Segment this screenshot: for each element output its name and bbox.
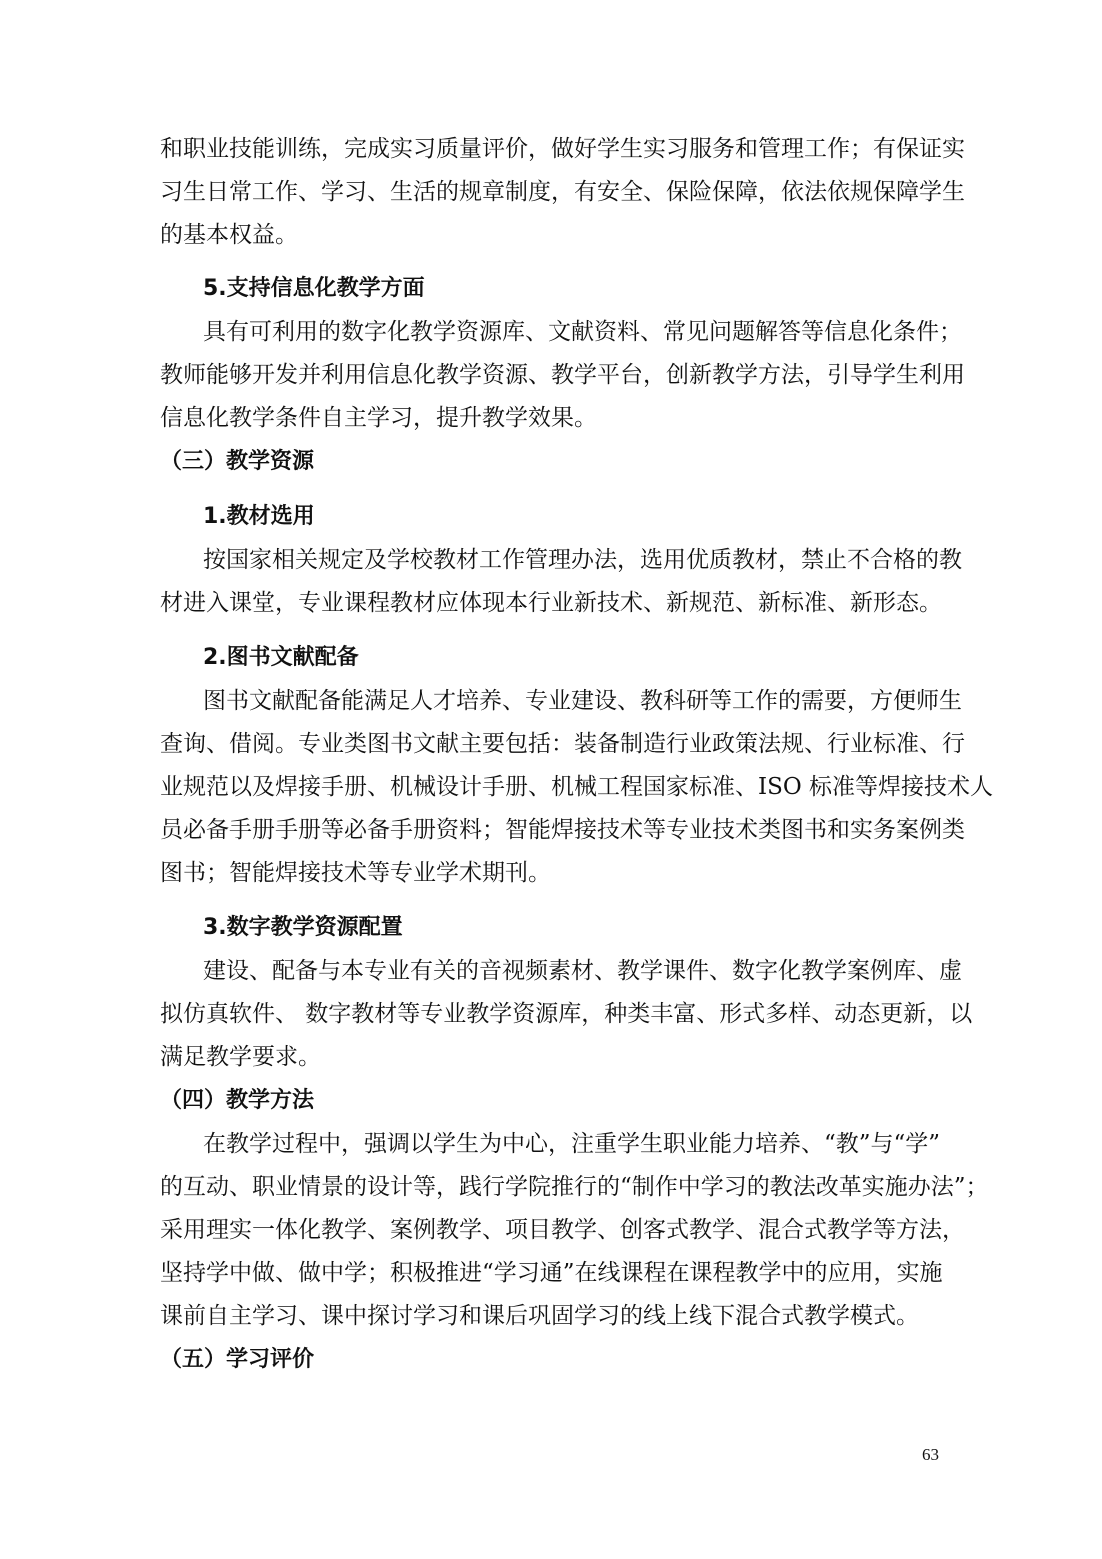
- paragraph-line: 材进入课堂，专业课程教材应体现本行业新技术、新规范、新标准、新形态。: [160, 590, 942, 616]
- paragraph-line: 的互动、职业情景的设计等，践行学院推行的“制作中学习的教法改革实施办法”；: [160, 1174, 989, 1200]
- paragraph-line: 教师能够开发并利用信息化教学资源、教学平台，创新教学方法，引导学生利用: [160, 362, 965, 388]
- subheading-textbooks: 1.教材选用: [203, 504, 315, 529]
- paragraph-line: 建设、配备与本专业有关的音视频素材、教学课件、数字化教学案例库、虚: [203, 958, 962, 984]
- page-number: 63: [922, 1445, 939, 1464]
- paragraph-line: 采用理实一体化教学、案例教学、项目教学、创客式教学、混合式教学等方法，: [160, 1217, 965, 1243]
- section-heading-learning-evaluation: （五）学习评价: [160, 1347, 315, 1372]
- section-heading-teaching-methods: （四）教学方法: [160, 1088, 315, 1113]
- paragraph-line: 习生日常工作、学习、生活的规章制度，有安全、保险保障，依法依规保障学生: [160, 179, 965, 205]
- paragraph-line: 坚持学中做、做中学；积极推进“学习通”在线课程在课程教学中的应用，实施: [160, 1260, 943, 1286]
- paragraph-line: 查询、借阅。专业类图书文献主要包括：装备制造行业政策法规、行业标准、行: [160, 731, 965, 757]
- subheading-library: 2.图书文献配备: [203, 645, 359, 670]
- paragraph-line: 员必备手册手册等必备手册资料；智能焊接技术等专业技术类图书和实务案例类: [160, 817, 965, 843]
- paragraph-line: 在教学过程中，强调以学生为中心，注重学生职业能力培养、“教”与“学”: [203, 1131, 941, 1157]
- paragraph-line: 满足教学要求。: [160, 1044, 321, 1070]
- paragraph-line: 信息化教学条件自主学习，提升教学效果。: [160, 405, 597, 431]
- paragraph-line: 业规范以及焊接手册、机械设计手册、机械工程国家标准、ISO 标准等焊接技术人: [160, 774, 994, 800]
- paragraph-line: 拟仿真软件、 数字教材等专业教学资源库，种类丰富、形式多样、动态更新，以: [160, 1001, 973, 1027]
- paragraph-line: 具有可利用的数字化教学资源库、文献资料、常见问题解答等信息化条件；: [203, 319, 962, 345]
- subheading-digital-resources: 3.数字教学资源配置: [203, 915, 403, 940]
- paragraph-line: 按国家相关规定及学校教材工作管理办法，选用优质教材，禁止不合格的教: [203, 547, 962, 573]
- paragraph-line: 和职业技能训练，完成实习质量评价，做好学生实习服务和管理工作；有保证实: [160, 136, 965, 162]
- paragraph-line: 课前自主学习、课中探讨学习和课后巩固学习的线上线下混合式教学模式。: [160, 1303, 919, 1329]
- section-heading-teaching-resources: （三）教学资源: [160, 449, 315, 474]
- paragraph-line: 的基本权益。: [160, 222, 298, 248]
- paragraph-line: 图书；智能焊接技术等专业学术期刊。: [160, 860, 551, 886]
- subheading-informatization: 5.支持信息化教学方面: [203, 276, 425, 301]
- paragraph-line: 图书文献配备能满足人才培养、专业建设、教科研等工作的需要，方便师生: [203, 688, 962, 714]
